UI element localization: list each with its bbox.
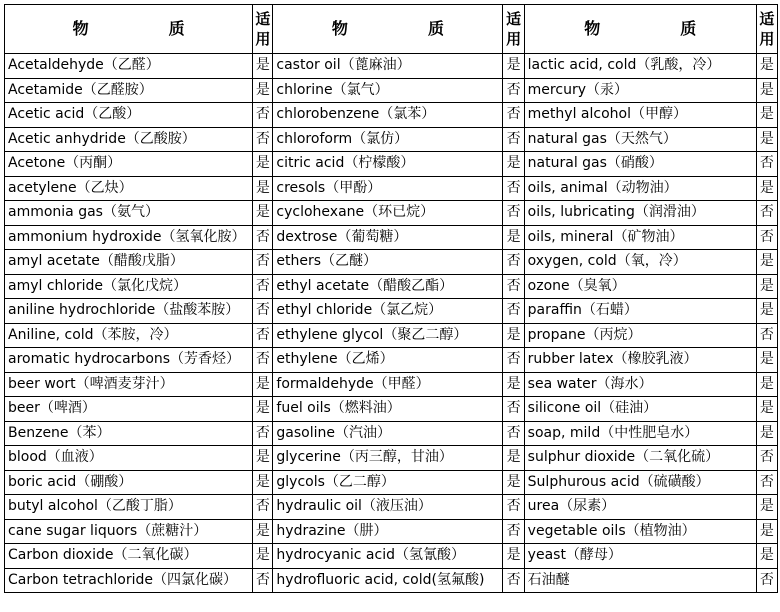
substance-cell: oils, mineral（矿物油） bbox=[524, 225, 756, 250]
table-row bbox=[5, 54, 778, 79]
table-row bbox=[5, 152, 778, 177]
applicable-cell: 是 bbox=[253, 54, 273, 79]
substance-cell: blood（血液） bbox=[5, 446, 253, 471]
substance-cell: Acetic acid（乙酸） bbox=[5, 103, 253, 128]
substance-cell: lactic acid, cold（乳酸，冷） bbox=[524, 54, 756, 79]
table-row bbox=[5, 176, 778, 201]
applicable-cell: 否 bbox=[503, 176, 524, 201]
substance-cell: Benzene（苯） bbox=[5, 421, 253, 446]
applicable-cell: 是 bbox=[503, 323, 524, 348]
applicable-cell: 否 bbox=[253, 103, 273, 128]
table-row bbox=[5, 348, 778, 373]
substance-cell: oils, lubricating（润滑油） bbox=[524, 201, 756, 226]
substance-cell: silicone oil（硅油） bbox=[524, 397, 756, 422]
substance-cell: vegetable oils（植物油） bbox=[524, 519, 756, 544]
applicable-cell: 是 bbox=[253, 544, 273, 569]
substance-cell: ethers（乙醚） bbox=[273, 250, 503, 275]
substance-cell: propane（丙烷） bbox=[524, 323, 756, 348]
applicable-cell: 否 bbox=[253, 495, 273, 520]
applicable-cell: 是 bbox=[253, 470, 273, 495]
substance-header: 物 质 bbox=[5, 5, 253, 54]
applicable-cell: 是 bbox=[756, 421, 777, 446]
table-row bbox=[5, 323, 778, 348]
substance-cell: rubber latex（橡胶乳液） bbox=[524, 348, 756, 373]
applicable-cell: 是 bbox=[253, 176, 273, 201]
applicable-cell: 是 bbox=[253, 446, 273, 471]
applicable-cell: 否 bbox=[503, 250, 524, 275]
substance-cell: mercury（汞） bbox=[524, 78, 756, 103]
substance-cell: ammonia gas（氨气） bbox=[5, 201, 253, 226]
substance-cell: castor oil（蓖麻油） bbox=[273, 54, 503, 79]
applicable-cell: 否 bbox=[503, 397, 524, 422]
table-row bbox=[5, 225, 778, 250]
substance-cell: aniline hydrochloride（盐酸苯胺） bbox=[5, 299, 253, 324]
substance-header: 物 质 bbox=[524, 5, 756, 54]
substance-cell: citric acid（柠檬酸） bbox=[273, 152, 503, 177]
table-header bbox=[5, 5, 778, 54]
substance-cell: hydrazine（肼） bbox=[273, 519, 503, 544]
applicable-cell: 否 bbox=[253, 348, 273, 373]
applicable-cell: 是 bbox=[253, 372, 273, 397]
substance-cell: hydrofluoric acid, cold(氢氟酸) bbox=[273, 568, 503, 593]
applicable-cell: 是 bbox=[756, 544, 777, 569]
applicable-cell: 是 bbox=[253, 519, 273, 544]
applicable-cell: 否 bbox=[503, 127, 524, 152]
substance-cell: glycols（乙二醇） bbox=[273, 470, 503, 495]
table-row bbox=[5, 544, 778, 569]
substance-cell: Sulphurous acid（硫磺酸） bbox=[524, 470, 756, 495]
substance-cell: ethylene（乙烯） bbox=[273, 348, 503, 373]
applicable-header: 适用 bbox=[253, 5, 273, 54]
substance-cell: formaldehyde（甲醛） bbox=[273, 372, 503, 397]
substance-cell: boric acid（硼酸） bbox=[5, 470, 253, 495]
substance-cell: chlorine（氯气） bbox=[273, 78, 503, 103]
applicable-cell: 否 bbox=[756, 152, 777, 177]
substance-cell: chlorobenzene（氯苯） bbox=[273, 103, 503, 128]
applicable-cell: 否 bbox=[756, 470, 777, 495]
substance-cell: Carbon dioxide（二氧化碳） bbox=[5, 544, 253, 569]
substance-cell: yeast（酵母） bbox=[524, 544, 756, 569]
substance-cell: gasoline（汽油） bbox=[273, 421, 503, 446]
substance-cell: Carbon tetrachloride（四氯化碳） bbox=[5, 568, 253, 593]
substance-cell: amyl acetate（醋酸戊脂） bbox=[5, 250, 253, 275]
applicable-cell: 否 bbox=[253, 421, 273, 446]
applicable-cell: 是 bbox=[503, 152, 524, 177]
substance-cell: fuel oils（燃料油） bbox=[273, 397, 503, 422]
applicable-cell: 否 bbox=[756, 323, 777, 348]
applicable-cell: 否 bbox=[503, 274, 524, 299]
substance-cell: oils, animal（动物油） bbox=[524, 176, 756, 201]
substance-cell: Acetamide（乙醛胺） bbox=[5, 78, 253, 103]
substance-cell: Acetic anhydride（乙酸胺） bbox=[5, 127, 253, 152]
table-row bbox=[5, 495, 778, 520]
applicable-cell: 否 bbox=[756, 446, 777, 471]
substance-cell: amyl chloride（氯化戊烷） bbox=[5, 274, 253, 299]
applicable-cell: 否 bbox=[503, 421, 524, 446]
substance-cell: dextrose（葡萄糖） bbox=[273, 225, 503, 250]
substance-cell: ethyl chloride（氯乙烷） bbox=[273, 299, 503, 324]
header-row bbox=[5, 5, 778, 54]
table-row bbox=[5, 78, 778, 103]
applicable-cell: 是 bbox=[756, 348, 777, 373]
table-row bbox=[5, 446, 778, 471]
applicable-cell: 否 bbox=[253, 250, 273, 275]
applicable-cell: 是 bbox=[756, 519, 777, 544]
substance-cell: cresols（甲酚） bbox=[273, 176, 503, 201]
substance-cell: ethyl acetate（醋酸乙酯） bbox=[273, 274, 503, 299]
substance-cell: butyl alcohol（乙酸丁脂） bbox=[5, 495, 253, 520]
table-row bbox=[5, 568, 778, 593]
applicable-cell: 否 bbox=[503, 299, 524, 324]
applicable-cell: 否 bbox=[253, 127, 273, 152]
table-row bbox=[5, 372, 778, 397]
applicable-cell: 是 bbox=[503, 446, 524, 471]
applicable-cell: 否 bbox=[503, 348, 524, 373]
applicable-cell: 是 bbox=[756, 397, 777, 422]
table-row bbox=[5, 519, 778, 544]
substance-cell: sea water（海水） bbox=[524, 372, 756, 397]
table-row bbox=[5, 397, 778, 422]
applicable-cell: 是 bbox=[756, 250, 777, 275]
substance-cell: ammonium hydroxide（氢氧化胺） bbox=[5, 225, 253, 250]
substance-cell: cyclohexane（环已烷） bbox=[273, 201, 503, 226]
substance-cell: Acetaldehyde（乙醛） bbox=[5, 54, 253, 79]
applicable-header: 适用 bbox=[503, 5, 524, 54]
table-row bbox=[5, 250, 778, 275]
substance-cell: beer（啤酒） bbox=[5, 397, 253, 422]
substance-cell: Acetone（丙酮） bbox=[5, 152, 253, 177]
applicable-cell: 否 bbox=[756, 225, 777, 250]
applicable-cell: 是 bbox=[756, 299, 777, 324]
applicable-cell: 否 bbox=[503, 495, 524, 520]
substance-cell: glycerine（丙三醇，甘油） bbox=[273, 446, 503, 471]
substance-cell: soap, mild（中性肥皂水） bbox=[524, 421, 756, 446]
table-row bbox=[5, 201, 778, 226]
applicable-cell: 否 bbox=[756, 201, 777, 226]
applicable-cell: 否 bbox=[253, 323, 273, 348]
table-row bbox=[5, 299, 778, 324]
applicable-cell: 否 bbox=[253, 274, 273, 299]
applicable-cell: 否 bbox=[253, 299, 273, 324]
applicable-cell: 否 bbox=[503, 568, 524, 593]
applicable-cell: 是 bbox=[756, 103, 777, 128]
applicable-cell: 是 bbox=[756, 495, 777, 520]
substance-cell: chloroform（氯仿） bbox=[273, 127, 503, 152]
applicable-cell: 是 bbox=[756, 54, 777, 79]
table-row bbox=[5, 421, 778, 446]
substance-cell: methyl alcohol（甲醇） bbox=[524, 103, 756, 128]
table-row bbox=[5, 127, 778, 152]
applicable-header: 适用 bbox=[756, 5, 777, 54]
applicable-cell: 否 bbox=[756, 568, 777, 593]
substance-cell: natural gas（天然气） bbox=[524, 127, 756, 152]
substance-cell: oxygen, cold（氧，冷） bbox=[524, 250, 756, 275]
table-row bbox=[5, 470, 778, 495]
applicable-cell: 是 bbox=[253, 152, 273, 177]
substance-cell: ozone（臭氧） bbox=[524, 274, 756, 299]
substance-cell: paraffin（石蜡） bbox=[524, 299, 756, 324]
compatibility-table bbox=[4, 4, 778, 593]
applicable-cell: 否 bbox=[253, 225, 273, 250]
applicable-cell: 否 bbox=[503, 201, 524, 226]
substance-cell: urea（尿素） bbox=[524, 495, 756, 520]
applicable-cell: 是 bbox=[253, 78, 273, 103]
substance-cell: 石油醚 bbox=[524, 568, 756, 593]
table-row bbox=[5, 103, 778, 128]
substance-cell: acetylene（乙炔） bbox=[5, 176, 253, 201]
applicable-cell: 是 bbox=[756, 176, 777, 201]
substance-cell: sulphur dioxide（二氧化硫） bbox=[524, 446, 756, 471]
table-body bbox=[5, 54, 778, 593]
substance-cell: aromatic hydrocarbons（芳香烃） bbox=[5, 348, 253, 373]
substance-cell: cane sugar liquors（蔗糖汁） bbox=[5, 519, 253, 544]
applicable-cell: 否 bbox=[503, 78, 524, 103]
applicable-cell: 否 bbox=[253, 568, 273, 593]
substance-cell: hydraulic oil（液压油） bbox=[273, 495, 503, 520]
substance-cell: Aniline, cold（苯胺，冷） bbox=[5, 323, 253, 348]
applicable-cell: 是 bbox=[503, 225, 524, 250]
applicable-cell: 是 bbox=[756, 78, 777, 103]
applicable-cell: 否 bbox=[503, 519, 524, 544]
table-row bbox=[5, 274, 778, 299]
applicable-cell: 否 bbox=[503, 103, 524, 128]
applicable-cell: 是 bbox=[503, 470, 524, 495]
applicable-cell: 是 bbox=[503, 544, 524, 569]
applicable-cell: 是 bbox=[253, 397, 273, 422]
substance-header: 物 质 bbox=[273, 5, 503, 54]
applicable-cell: 是 bbox=[503, 54, 524, 79]
substance-cell: natural gas（硝酸） bbox=[524, 152, 756, 177]
substance-cell: hydrocyanic acid（氢氰酸） bbox=[273, 544, 503, 569]
applicable-cell: 是 bbox=[253, 201, 273, 226]
substance-cell: beer wort（啤酒麦芽汁） bbox=[5, 372, 253, 397]
applicable-cell: 是 bbox=[756, 372, 777, 397]
applicable-cell: 是 bbox=[503, 372, 524, 397]
substance-cell: ethylene glycol（聚乙二醇） bbox=[273, 323, 503, 348]
applicable-cell: 是 bbox=[756, 274, 777, 299]
applicable-cell: 是 bbox=[756, 127, 777, 152]
